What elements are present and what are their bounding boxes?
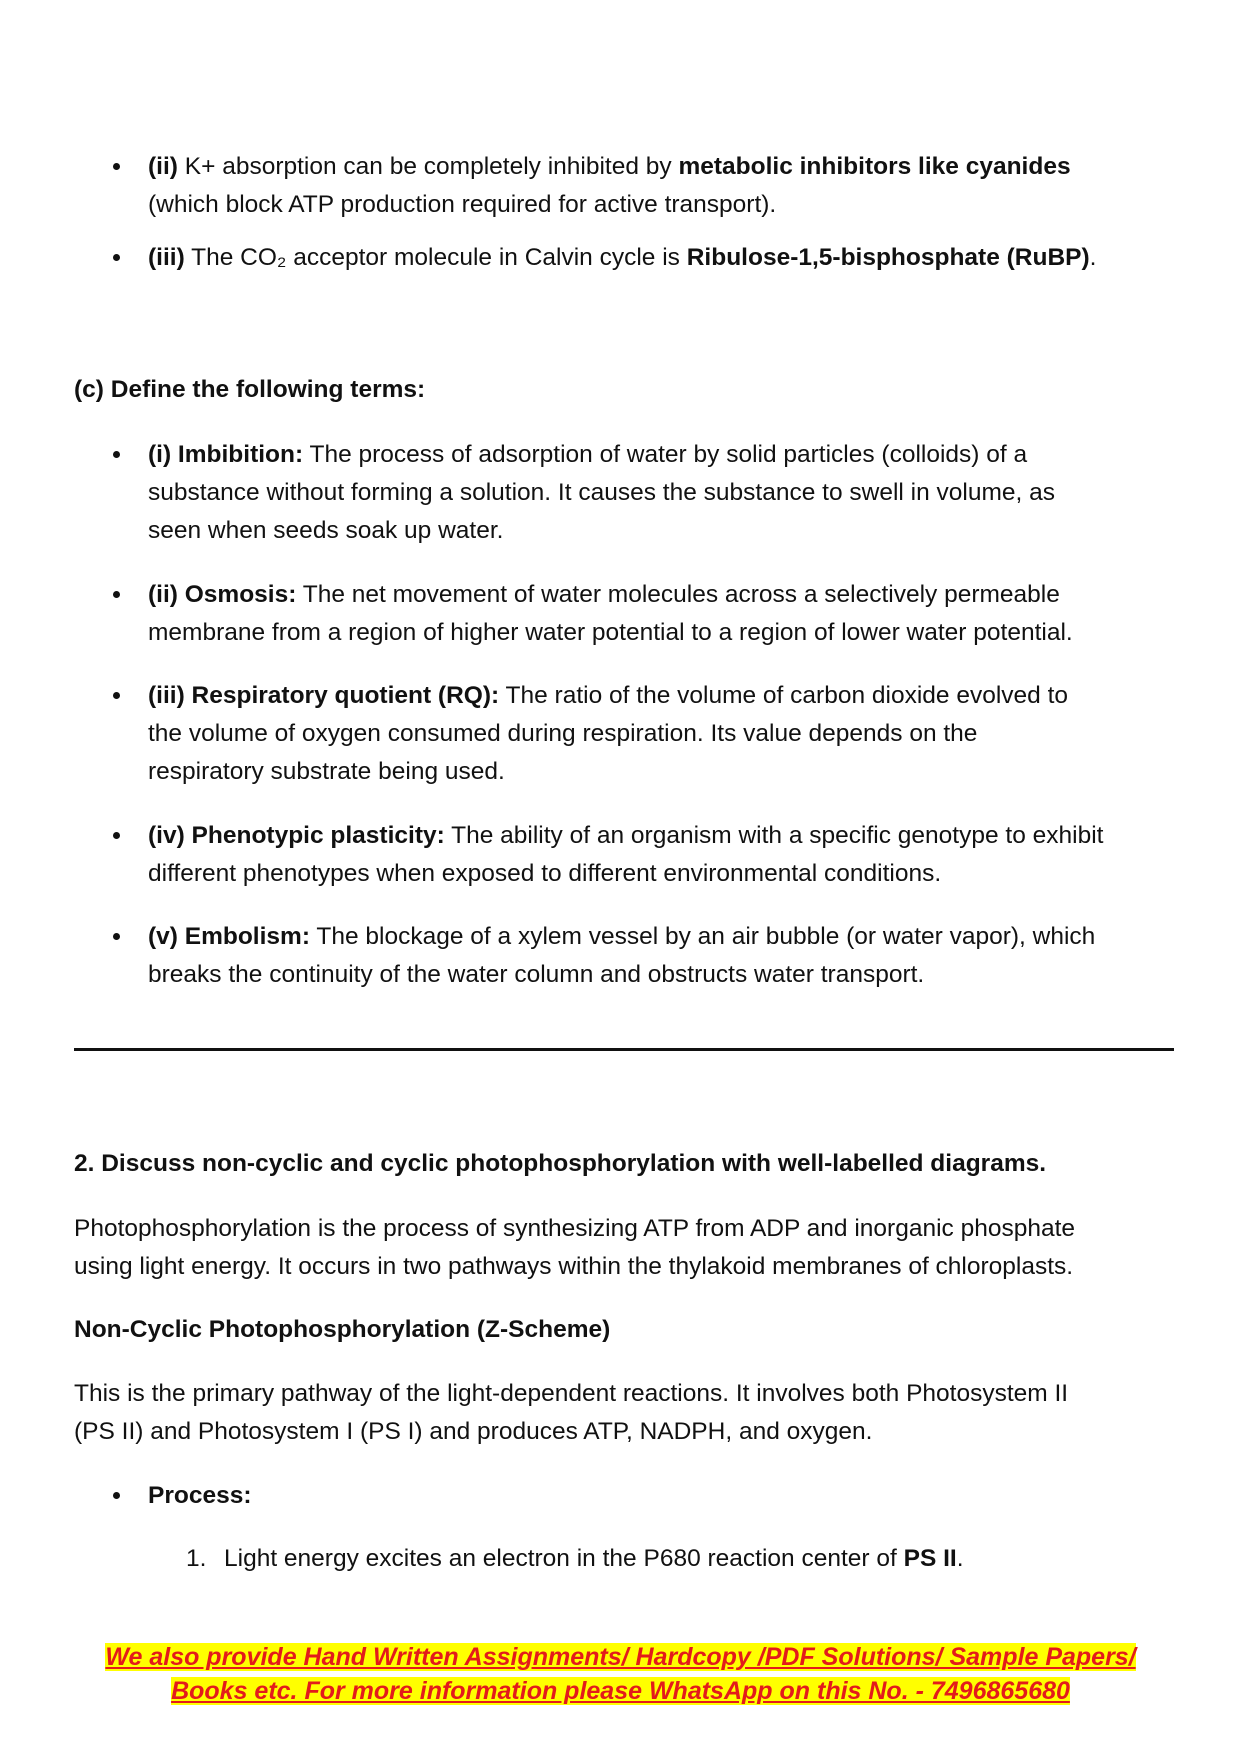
definition-item: [148, 817, 1188, 893]
definition-item: [148, 576, 1188, 652]
paragraph-line: This is the primary pathway of the light-dependent reactions. It involves both Photosystem II: [74, 1380, 1069, 1407]
definition-text: breaks the continuity of the water column and obstructs water transport.: [148, 961, 925, 988]
definition-term: (iii) Respiratory quotient (RQ):: [148, 682, 500, 709]
definition-text: The blockage of a xylem vessel by an air bubble (or water vapor), which: [310, 923, 1096, 950]
question-heading: [74, 1145, 1184, 1183]
section-heading: [74, 371, 1184, 409]
item-label: (ii): [148, 153, 178, 180]
promo-line: Books etc. For more information please WhatsApp on this No. - 7496865680: [171, 1677, 1070, 1705]
definition-term: (iv) Phenotypic plasticity:: [148, 822, 445, 849]
intro-paragraph: [74, 1210, 1184, 1286]
item-text: The CO₂ acceptor molecule in Calvin cycle is: [184, 244, 687, 271]
definition-text: different phenotypes when exposed to different environmental conditions.: [148, 860, 942, 887]
step-bold-text: PS II: [903, 1545, 957, 1572]
subheading-text: Non-Cyclic Photophosphorylation (Z-Scheme): [74, 1316, 611, 1343]
step-text-end: .: [956, 1545, 964, 1572]
item-text-line: (which block ATP production required for active transport).: [148, 191, 777, 218]
promo-banner: [0, 1640, 1241, 1708]
horizontal-divider: [74, 1048, 1174, 1051]
item-bold-text: Ribulose-1,5-bisphosphate (RuBP): [686, 244, 1090, 271]
definition-item: [148, 677, 1188, 791]
item-bold-text: metabolic inhibitors like cyanides: [678, 153, 1071, 180]
definition-term: (v) Embolism:: [148, 923, 310, 950]
question-heading-text: 2. Discuss non-cyclic and cyclic photophosphorylation with well-labelled diagrams.: [74, 1150, 1047, 1177]
definition-term: (ii) Osmosis:: [148, 581, 297, 608]
paragraph-line: Photophosphorylation is the process of synthesizing ATP from ADP and inorganic phosphate: [74, 1215, 1076, 1242]
definition-text: The net movement of water molecules across a selectively permeable: [296, 581, 1060, 608]
step-text-wrap: [224, 1540, 964, 1578]
section-heading-text: (c) Define the following terms:: [74, 376, 426, 403]
definition-term: (i) Imbibition:: [148, 441, 304, 468]
list-item: [148, 148, 1188, 224]
list-item: [148, 239, 1188, 277]
list-item: [148, 1477, 1188, 1515]
definition-text: respiratory substrate being used.: [148, 758, 505, 785]
definition-item: [148, 436, 1188, 550]
definition-text: the volume of oxygen consumed during respiration. Its value depends on the: [148, 720, 978, 747]
subheading: [74, 1311, 1184, 1349]
definition-text: The ability of an organism with a specific genotype to exhibit: [444, 822, 1104, 849]
definition-text: The ratio of the volume of carbon dioxide evolved to: [499, 682, 1069, 709]
item-label: (iii): [148, 244, 185, 271]
paragraph: [74, 1375, 1184, 1451]
definition-item: [148, 918, 1188, 994]
process-label: Process:: [148, 1482, 252, 1509]
item-text-end: .: [1089, 244, 1097, 271]
paragraph-line: (PS II) and Photosystem I (PS I) and produces ATP, NADPH, and oxygen.: [74, 1418, 873, 1445]
paragraph-line: using light energy. It occurs in two pathways within the thylakoid membranes of chloroplasts.: [74, 1253, 1074, 1280]
definition-text: membrane from a region of higher water potential to a region of lower water potential.: [148, 619, 1073, 646]
definition-text: The process of adsorption of water by solid particles (colloids) of a: [303, 441, 1028, 468]
step-number: 1.: [186, 1545, 207, 1572]
step-text: Light energy excites an electron in the P680 reaction center of: [224, 1545, 904, 1572]
definition-text: seen when seeds soak up water.: [148, 517, 504, 544]
item-text: K+ absorption can be completely inhibited by: [177, 153, 679, 180]
promo-line: We also provide Hand Written Assignments/ Hardcopy /PDF Solutions/ Sample Papers/: [105, 1643, 1136, 1671]
definition-text: substance without forming a solution. It causes the substance to swell in volume, as: [148, 479, 1055, 506]
